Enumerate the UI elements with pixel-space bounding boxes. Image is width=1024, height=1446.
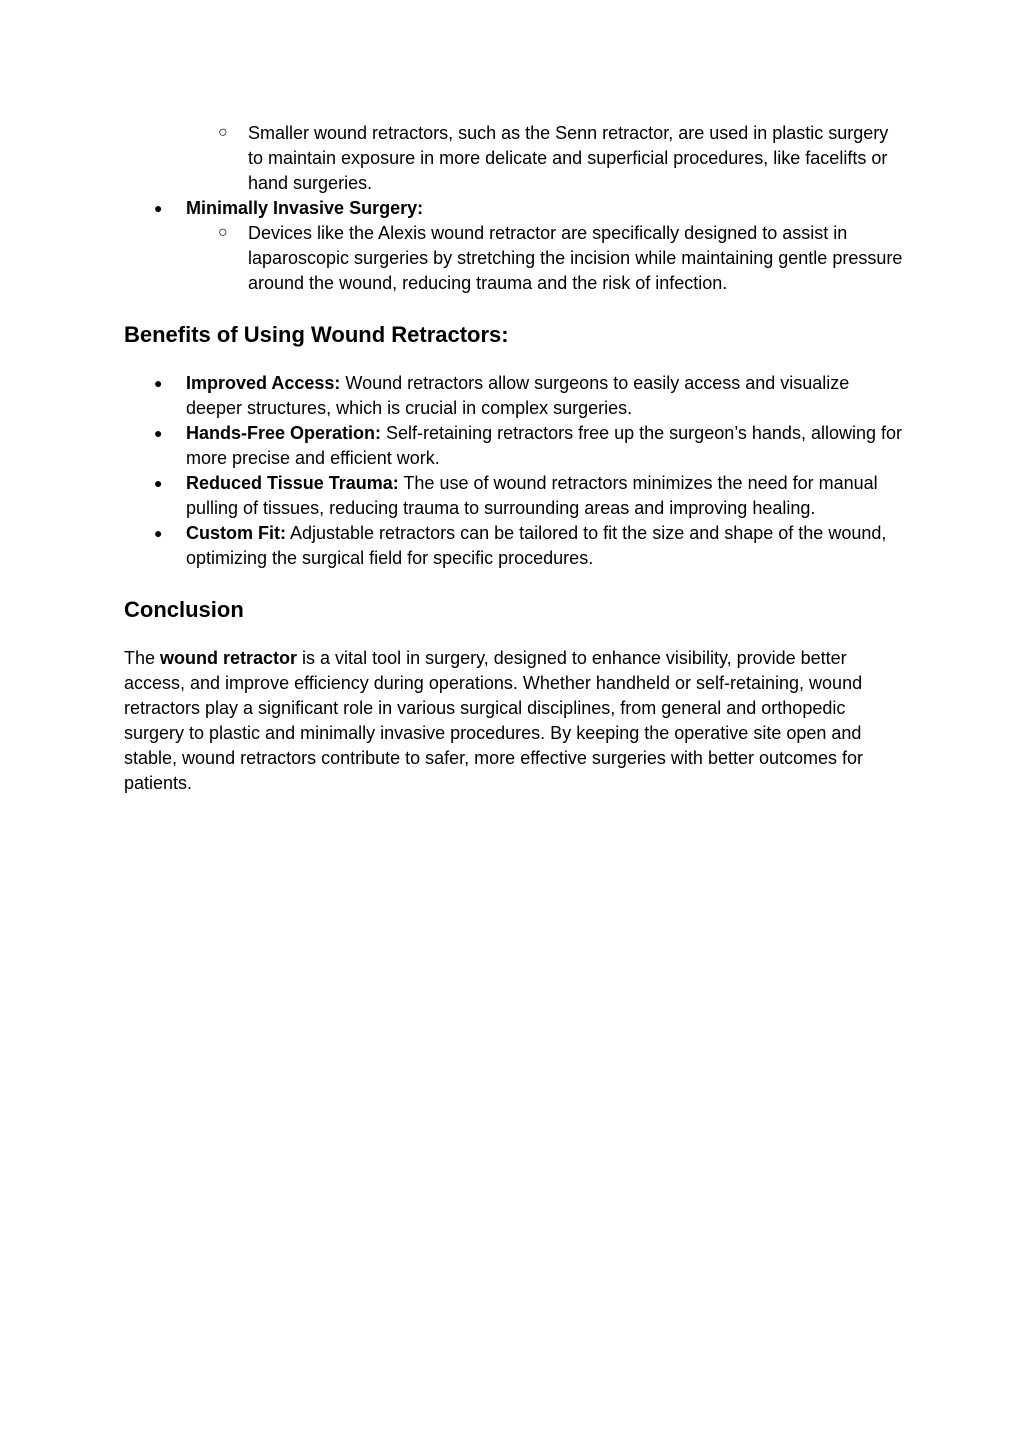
list-item-minimally-invasive [124,196,904,296]
sub-list [186,221,904,296]
bullet-icon: ● [154,425,163,441]
bullet-icon: ● [154,475,163,491]
conclusion-heading: Conclusion [124,597,244,622]
list-subitem-alexis [186,221,904,296]
list-subitem-senn [124,121,904,196]
list-item [124,521,904,571]
conclusion-text: is a vital tool in surgery, designed to enhance visibility, provide better access, and improve efficiency during operations. Whether handheld or self-retaining, wound retractors play a significant role in various surgical disciplines, from general and orthopedic surgery to plastic and minimally invasive procedures. By keeping the operative site open and stable, wound retractors contribute to safer, more effective surgeries with better outcomes for patients. [124,648,864,793]
benefits-list [124,371,904,571]
document-content [124,121,904,796]
list-item-label: Minimally Invasive Surgery: [186,198,424,218]
list-item-label: Improved Access: [186,373,341,393]
list-item-text: The use of wound retractors minimizes the need for manual pulling of tissues, reducing trauma to surrounding areas and improving healing. [186,473,878,518]
list-item-text: Adjustable retractors can be tailored to fit the size and shape of the wound, optimizing the surgical field for specific procedures. [186,523,887,568]
list-item [124,471,904,521]
list-item-label: Hands-Free Operation: [186,423,382,443]
subitem-text: Smaller wound retractors, such as the Senn retractor, are used in plastic surgery to maintain exposure in more delicate and superficial procedures, like facelifts or hand surgeries. [248,123,889,193]
conclusion-bold-term: wound retractor [160,648,298,668]
conclusion-intro: The [124,648,161,668]
bullet-icon: ● [154,375,163,391]
list-item [124,421,904,471]
list-item-label: Reduced Tissue Trauma: [186,473,399,493]
benefits-heading: Benefits of Using Wound Retractors: [124,322,509,347]
bullet-icon: ● [154,525,163,541]
surgery-list [124,196,904,296]
subitem-text: Devices like the Alexis wound retractor are specifically designed to assist in laparoscopic surgeries by stretching the incision while maintaining gentle pressure around the wound, reducing trauma and the risk of infection. [248,223,903,293]
list-item-text: Self-retaining retractors free up the surgeon’s hands, allowing for more precise and efficient work. [186,423,902,468]
hollow-bullet-icon: ○ [218,124,228,141]
hollow-bullet-icon: ○ [218,224,228,241]
list-item-text: Wound retractors allow surgeons to easily access and visualize deeper structures, which is crucial in complex surgeries. [186,373,850,418]
list-item [124,371,904,421]
bullet-icon: ● [154,200,163,216]
list-item-label: Custom Fit: [186,523,286,543]
conclusion-paragraph [124,646,904,796]
